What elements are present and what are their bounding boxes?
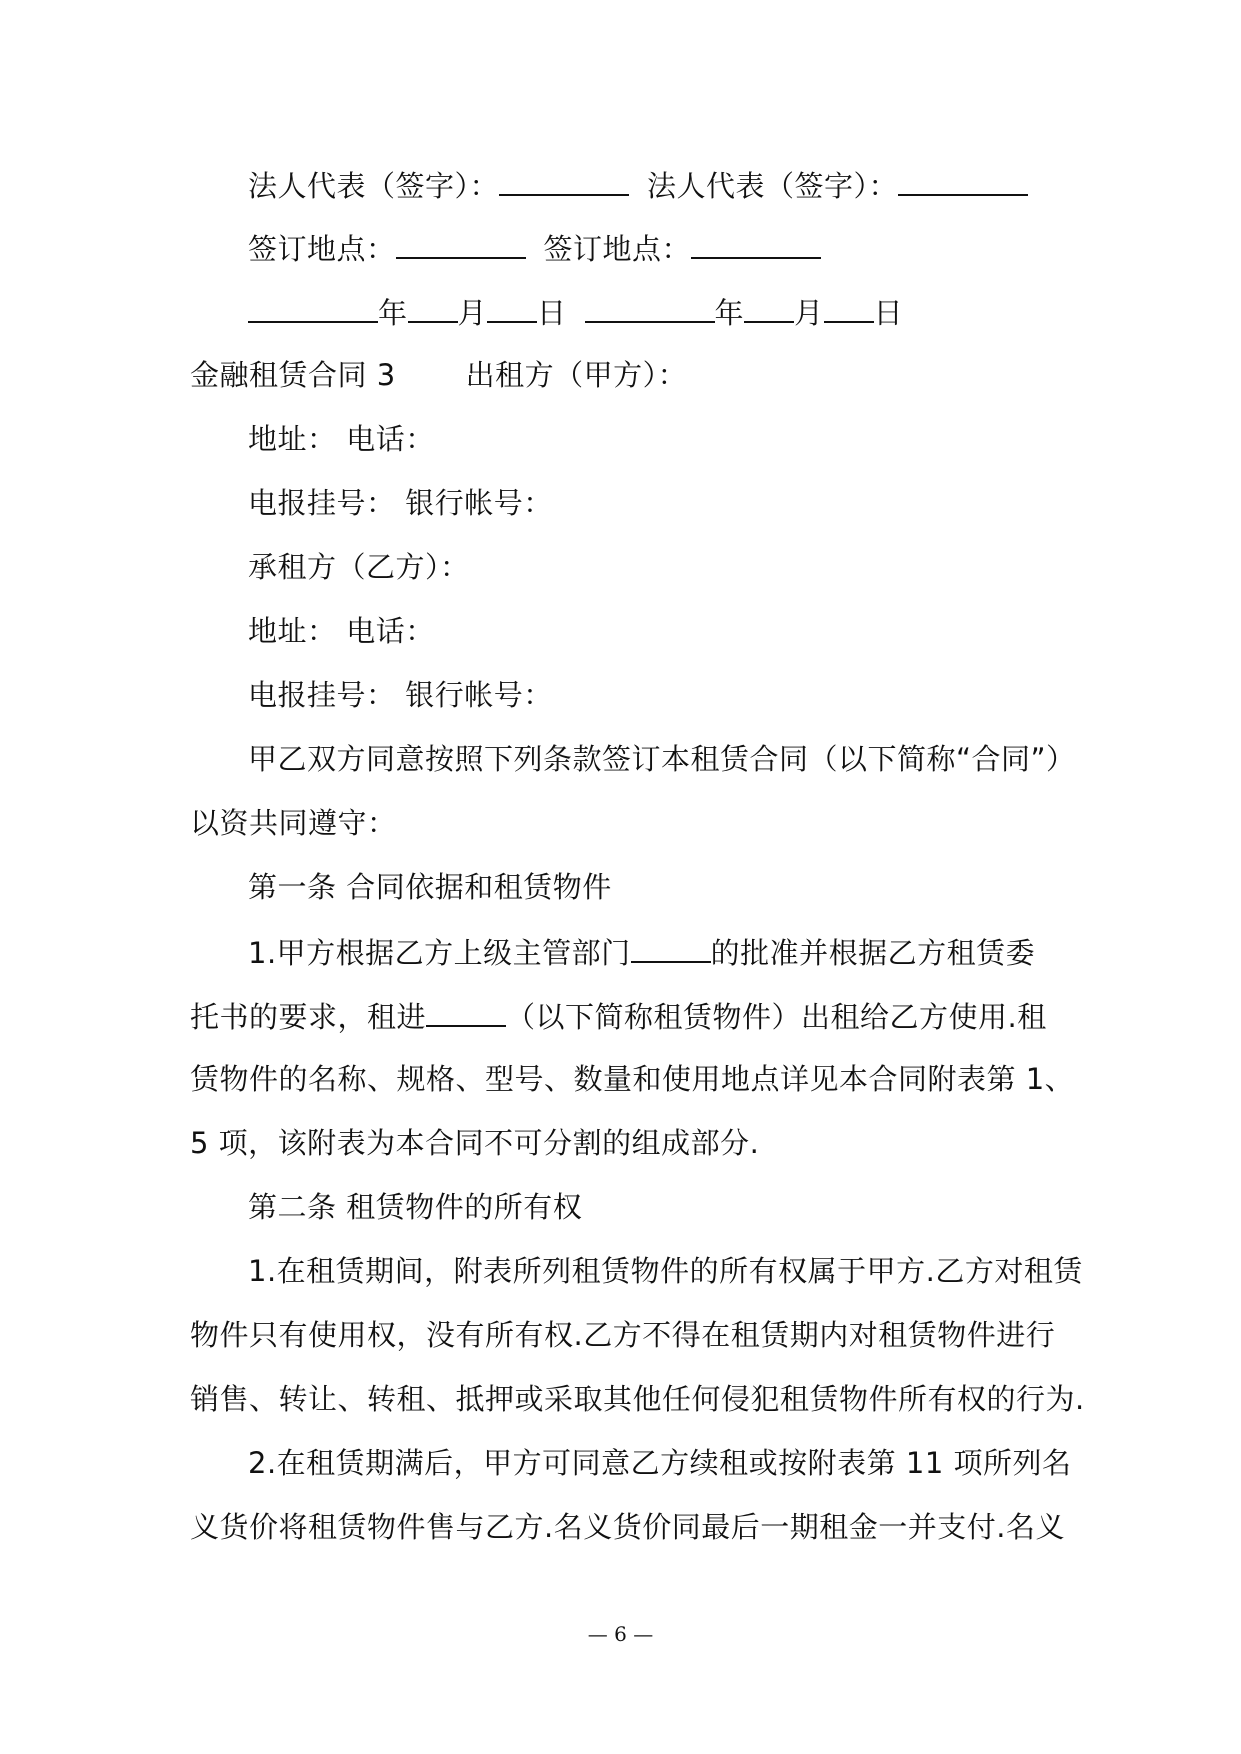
article-2-paragraph-1-line-2: 物件只有使用权，没有所有权.乙方不得在租赁期内对租赁物件进行 bbox=[190, 1318, 1056, 1352]
lessor-telegraph-bank: 电报挂号： 银行帐号： bbox=[248, 486, 553, 520]
lessor-address-phone: 地址： 电话： bbox=[248, 422, 435, 456]
signature-blank-b bbox=[898, 166, 1028, 196]
leased-item-blank bbox=[426, 997, 506, 1027]
department-blank bbox=[631, 933, 711, 963]
place-label-b: 签订地点： bbox=[543, 232, 692, 266]
article-1-paragraph-line-3: 赁物件的名称、规格、型号、数量和使用地点详见本合同附表第 1、 bbox=[190, 1062, 1075, 1096]
place-label-a: 签订地点： bbox=[248, 232, 396, 266]
legal-rep-signature-line bbox=[248, 166, 1108, 204]
day-blank-b bbox=[824, 293, 874, 323]
intro-paragraph-line-2: 以资共同遵守： bbox=[190, 806, 397, 840]
month-blank-a bbox=[408, 293, 458, 323]
day-label-a: 日 bbox=[537, 296, 567, 330]
intro-paragraph-line-1: 甲乙双方同意按照下列条款签订本租赁合同（以下简称“合同”） bbox=[248, 742, 1076, 776]
signing-place-line bbox=[248, 229, 1108, 267]
article-2-paragraph-2-line-2: 义货价将租赁物件售与乙方.名义货价同最后一期租金一并支付.名义 bbox=[190, 1510, 1065, 1544]
signature-blank-a bbox=[499, 166, 629, 196]
place-blank-a bbox=[396, 229, 526, 259]
article-1-paragraph-line-2 bbox=[190, 997, 1050, 1035]
date-line bbox=[248, 293, 1108, 331]
year-label-a: 年 bbox=[378, 296, 408, 330]
article-2-title: 第二条 租赁物件的所有权 bbox=[248, 1190, 583, 1224]
article-2-paragraph-1-line-1: 1.在租赁期间，附表所列租赁物件的所有权属于甲方.乙方对租赁 bbox=[248, 1254, 1083, 1288]
year-label-b: 年 bbox=[714, 296, 745, 330]
article-2-paragraph-1-line-3: 销售、转让、转租、抵押或采取其他任何侵犯租赁物件所有权的行为. bbox=[190, 1382, 1085, 1416]
place-blank-b bbox=[691, 229, 821, 259]
article-1-title: 第一条 合同依据和租赁物件 bbox=[248, 870, 612, 904]
lessee-label: 承租方（乙方）： bbox=[248, 550, 470, 584]
month-blank-b bbox=[744, 293, 794, 323]
contract-title: 金融租赁合同 3 bbox=[190, 358, 396, 392]
day-blank-a bbox=[487, 293, 537, 323]
legal-rep-label-a: 法人代表（签字）： bbox=[248, 169, 500, 203]
art1-text-b: 的批准并根据乙方租赁委 bbox=[710, 936, 1036, 970]
art1-text-a: 1.甲方根据乙方上级主管部门 bbox=[248, 936, 631, 970]
article-1-paragraph-line-1 bbox=[248, 933, 1108, 971]
legal-rep-label-b: 法人代表（签字）： bbox=[647, 169, 899, 203]
month-label-b: 月 bbox=[794, 296, 824, 330]
lessee-telegraph-bank: 电报挂号： 银行帐号： bbox=[248, 678, 553, 712]
article-2-paragraph-2-line-1: 2.在租赁期满后，甲方可同意乙方续租或按附表第 11 项所列名 bbox=[248, 1446, 1072, 1480]
lessee-address-phone: 地址： 电话： bbox=[248, 614, 435, 648]
contract-title-line bbox=[190, 357, 1050, 393]
year-blank-b bbox=[585, 293, 715, 323]
article-1-paragraph-line-4: 5 项，该附表为本合同不可分割的组成部分. bbox=[190, 1126, 760, 1160]
day-label-b: 日 bbox=[873, 296, 904, 330]
month-label-a: 月 bbox=[457, 296, 488, 330]
page-number: — 6 — bbox=[587, 1622, 654, 1646]
year-blank-a bbox=[248, 293, 378, 323]
lessor-label: 出租方（甲方）： bbox=[465, 358, 688, 392]
art1-text-d: （以下简称租赁物件）出租给乙方使用.租 bbox=[506, 1000, 1047, 1034]
art1-text-c: 托书的要求，租进 bbox=[190, 1000, 427, 1034]
